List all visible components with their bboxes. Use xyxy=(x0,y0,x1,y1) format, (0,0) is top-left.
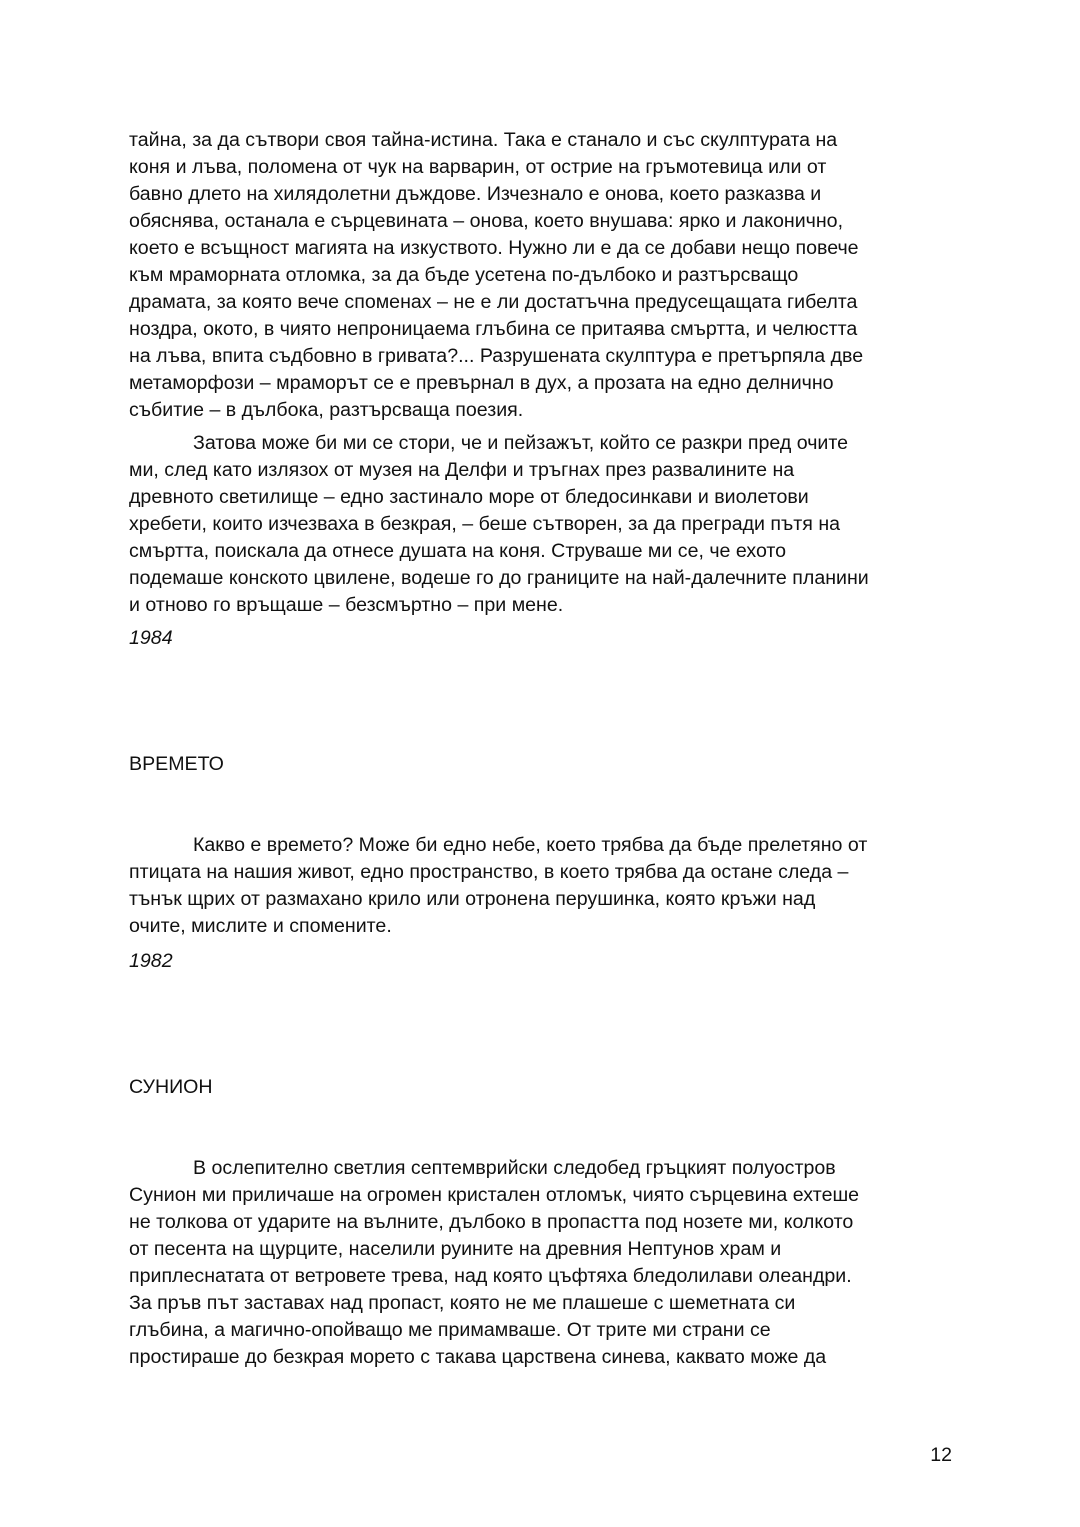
text-line: което е всъщност магията на изкуството. Нужно ли е да се добави нещо повече xyxy=(129,237,859,259)
year-label: 1982 xyxy=(129,950,173,972)
year-label: 1984 xyxy=(129,627,173,649)
text-line: метаморфози – мраморът се е превърнал в дух, а прозата на едно делнично xyxy=(129,372,834,394)
text-line: простираше до безкрая морето с такава царствена синева, каквато може да xyxy=(129,1346,827,1368)
paragraph-horse-and-lion xyxy=(129,127,961,424)
text-line: птицата на нашия живот, едно пространство, в което трябва да остане следа – xyxy=(129,861,849,883)
text-line: За пръв път заставах над пропаст, която не ме плашеше с шеметната си xyxy=(129,1292,796,1314)
text-line: приплеснатата от ветровете трева, над която цъфтяха бледолилави олеандри. xyxy=(129,1265,852,1287)
text-line: Какво е времето? Може би едно небе, което трябва да бъде прелетяно от xyxy=(193,834,868,856)
paragraph-sounion xyxy=(129,1155,961,1371)
text-line: смъртта, поискала да отнесе душата на коня. Струваше ми се, че ехото xyxy=(129,540,787,562)
text-line: древното светилище – едно застинало море от бледосинкави и виолетови xyxy=(129,486,809,508)
text-line: глъбина, а магично-опойващо ме примамваше. От трите ми страни се xyxy=(129,1319,771,1341)
text-line: Сунион ми приличаше на огромен кристален отломък, чиято сърцевина ехтеше xyxy=(129,1184,860,1206)
section-heading-time: ВРЕМЕТО xyxy=(129,753,224,775)
document-page xyxy=(129,127,961,1371)
text-line: от песента на щурците, населили руините на древния Нептунов храм и xyxy=(129,1238,782,1260)
paragraph-time xyxy=(129,832,961,940)
text-line: В ослепително светлия септемврийски следобед гръцкият полуостров xyxy=(193,1157,836,1179)
text-line: тънък щрих от размахано крило или отронена перушинка, която кръжи над xyxy=(129,888,816,910)
text-line: драмата, за която вече споменах – не е ли достатъчна предусещащата гибелта xyxy=(129,291,858,313)
text-line: ноздра, окото, в чиято непроницаема глъбина се притаява смъртта, и челюстта xyxy=(129,318,858,340)
text-line: не толкова от ударите на вълните, дълбоко в пропастта под нозете ми, колкото xyxy=(129,1211,854,1233)
section-heading-sounion: СУНИОН xyxy=(129,1076,213,1098)
text-line: очите, мислите и спомените. xyxy=(129,915,392,937)
paragraph-landscape xyxy=(129,430,961,619)
text-line: подемаше конското цвилене, водеше го до границите на най-далечните планини xyxy=(129,567,869,589)
text-line: коня и лъва, поломена от чук на варварин, от острие на гръмотевица или от xyxy=(129,156,827,178)
text-line: и отново го връщаше – безсмъртно – при мене. xyxy=(129,594,564,616)
text-line: на лъва, впита съдбовно в гривата?... Разрушената скулптура е претърпяла две xyxy=(129,345,864,367)
text-line: Затова може би ми се стори, че и пейзажът, който се разкри пред очите xyxy=(193,432,849,454)
text-line: ми, след като излязох от музея на Делфи и тръгнах през развалините на xyxy=(129,459,795,481)
text-line: към мраморната отломка, за да бъде усетена по-дълбоко и разтърсващо xyxy=(129,264,799,286)
text-line: обяснява, останала е сърцевината – онова, което внушава: ярко и лаконично, xyxy=(129,210,844,232)
text-line: бавно длето на хилядолетни дъждове. Изчезнало е онова, което разказва и xyxy=(129,183,822,205)
page-number: 12 xyxy=(930,1444,952,1466)
text-line: събитие – в дълбока, разтърсваща поезия. xyxy=(129,399,524,421)
text-line: хребети, които изчезваха в безкрая, – беше сътворен, за да прегради пътя на xyxy=(129,513,841,535)
text-line: тайна, за да сътвори своя тайна-истина. Така е станало и със скулптурата на xyxy=(129,129,838,151)
